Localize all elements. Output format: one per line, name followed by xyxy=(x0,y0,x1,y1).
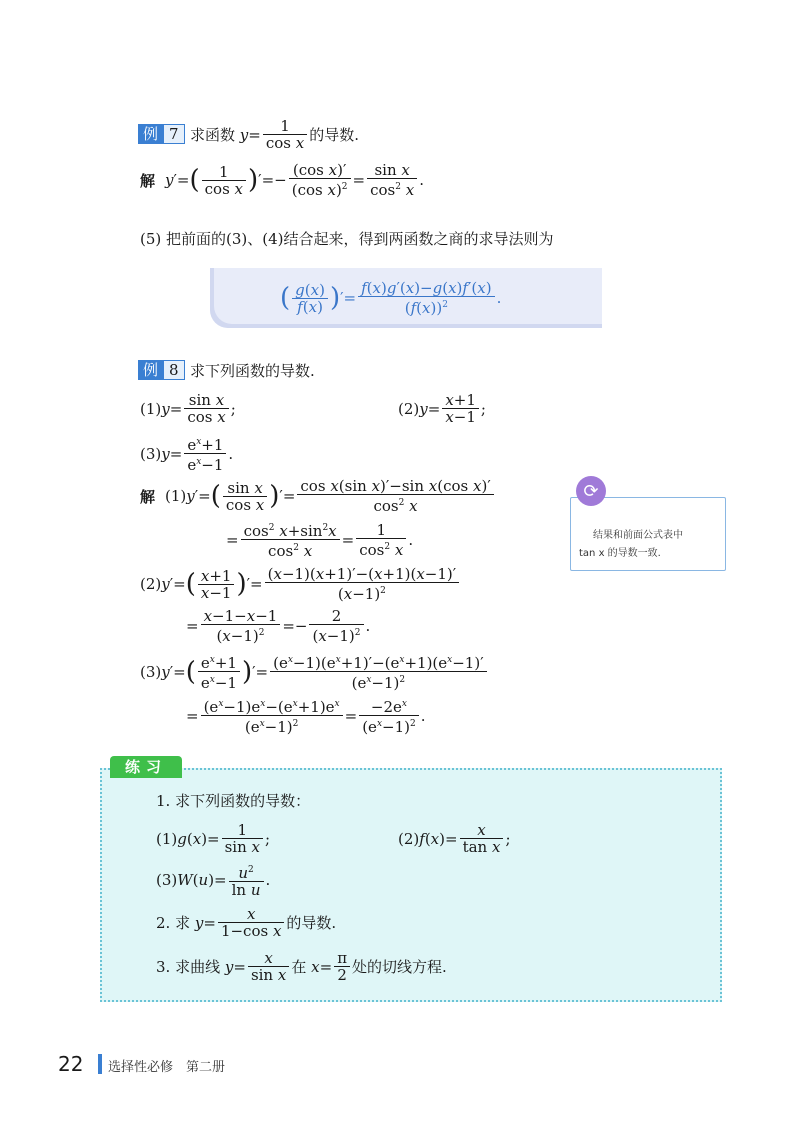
quotient-rule-intro: (5) 把前面的(3)、(4)结合起来，得到两函数之商的求导法则为 xyxy=(140,230,554,248)
quotient-rule-formula: ( $\frac{g(x)}{f(x)}$ ) ′= $\frac{f(x)g'(x)-g(x)f'(x)}{(f(x))^2}$ . xyxy=(280,279,502,317)
side-note: 结果和前面公式表中 tan x 的导数一致. xyxy=(570,497,726,571)
solution-8-part-1-cont: = $\frac{\cos^2 x+\sin^2x}{\cos^2 x}$ = $\frac{1}{\cos^2 x}$ . xyxy=(226,520,414,560)
example-8-prompt: 求下列函数的导数. xyxy=(190,362,315,380)
example-7-solution: 解 y ′= ( $\frac{1}{\text{cos x}}$ ) ′=− $\frac{\text{(cos x)′}}{(\cos x)^2}$ = $\frac{\text{sin x}}{\cos^2 x}$ . xyxy=(140,161,425,199)
example-7-prompt: 求函数 y = $\frac{1}{\text{cos x}}$ 的导数. xyxy=(190,117,360,152)
exercise-q2: 2. 求 y = $\frac{x}{\text{1−cos x}}$ 的导数. xyxy=(156,905,337,940)
example-8-label: 例 8 xyxy=(138,360,185,380)
solution-8-part-2-cont: = $\frac{x-1-x-1}{(x-1)^2}$ =− $\frac{2}{(x-1)^2}$ . xyxy=(186,607,371,645)
example-7-label: 例 7 xyxy=(138,124,185,144)
refresh-icon: ⟳ xyxy=(576,476,606,506)
page-number: 22 xyxy=(58,1052,84,1076)
exercise-q3: 3. 求曲线 y = $\frac{x}{\text{sin x}}$ 在 x = $\frac{\pi}{2}$ 处的切线方程. xyxy=(156,949,447,984)
example-8-item-1: (1) y = $\frac{\text{sin x}}{\text{cos x}}$ ; xyxy=(140,391,236,426)
exercise-q1-item-3: (3) W ( u )= $\frac{u^2}{\text{ln u}}$ . xyxy=(156,864,271,899)
example-8-item-2: (2) y = $\frac{x+1}{x-1}$ ; xyxy=(398,391,486,426)
example-8-item-3: (3) y = $\frac{e^x+1}{e^x-1}$ . xyxy=(140,436,234,474)
solution-8-part-3: (3) y ′= ( $\frac{e^x+1}{e^x-1}$ ) ′= $\frac{(e^x-1)(e^x+1)'-(e^x+1)(e^x-1)'}{(e^x-1)^2}$ xyxy=(140,652,489,691)
exercise-title: 练习 xyxy=(110,756,182,778)
footer-divider xyxy=(98,1054,102,1074)
exercise-q1: 1. 求下列函数的导数： xyxy=(156,792,311,810)
exercise-q1-item-2: (2) f ( x )= $\frac{x}{\text{tan x}}$ ; xyxy=(398,821,511,856)
exercise-q1-item-1: (1) g ( x )= $\frac{1}{\text{sin x}}$ ; xyxy=(156,821,271,856)
book-title: 选择性必修 第二册 xyxy=(108,1060,226,1075)
solution-8-part-3-cont: = $\frac{(e^x-1)e^x-(e^x+1)e^x}{(e^x-1)^2}$ = $\frac{-2e^x}{(e^x-1)^2}$ . xyxy=(186,698,426,736)
solution-8-part-1: 解 (1) y ′= ( $\frac{\text{sin x}}{\text{cos x}}$ ) ′= $\frac{\text{cos x(sin x)′−sin x(cos x)′}}{\cos^2 x}$ xyxy=(140,478,496,514)
solution-8-part-2: (2) y ′= ( $\frac{x+1}{x-1}$ ) ′= $\frac{(x-1)(x+1)'-(x+1)(x-1)'}{(x-1)^2}$ xyxy=(140,566,461,602)
